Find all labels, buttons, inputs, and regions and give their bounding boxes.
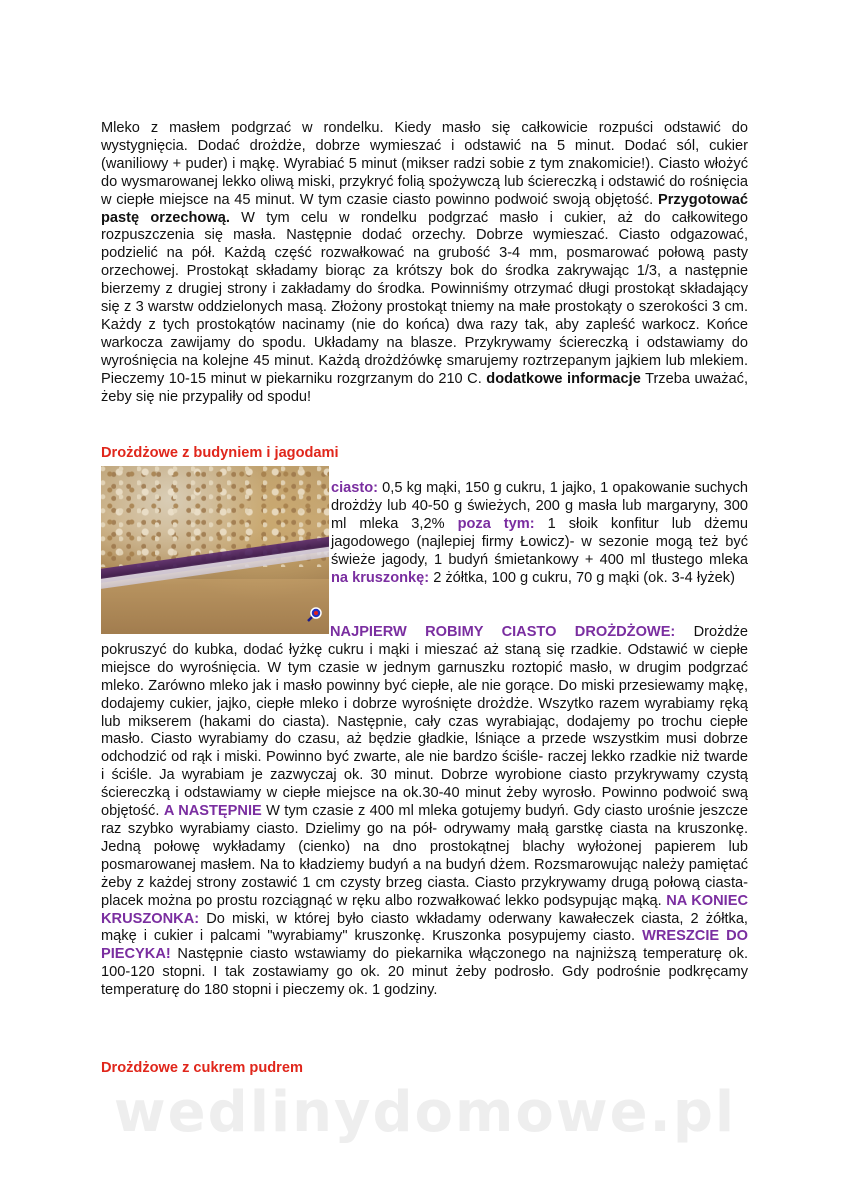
ingredients-text-ciasto: 0,5 kg mąki, 150 g cukru, 1 jajko, 1 opakowanie suchych drożdży lub 40-50 g świeżych, 200 g masła lub margaryny, 300 ml mleka 3,2% xyxy=(331,480,748,532)
intro-text xyxy=(101,120,748,407)
method-text-1: Drożdże pokruszyć do kubka, dodać łyżkę cukru i mąki i mieszać aż staną się rzadkie. Odstawić w ciepłe miejsce do wyrośnięcia. W tym czasie w jednym garnuszku roztopić masło, w drugim podgrzać mleko. Zarówno mleko jak i masło powinny być ciepłe, ale nie gorące. Do miski przesiewamy mąkę, dodajemy cukier, jajko, ciepłe mleko i dobrze wyrośnięte drożdże. Wszytko razem wyrabiamy ręką lub mikserem (hakami do ciasta). Następnie, cały czas wyrabiając, dodajemy po trochu ciepłe masło. Ciasto wyrabiamy do czasu, aż będzie gładkie, lśniące a przede wszystkim musi dobrze odchodzić od rąk i miski. Powinno być zwarte, ale nie bardzo ściśle- raczej lekko rzadkie niż twarde i ściśle. Ja wyrabiam je zazwyczaj ok. 30 minut. Dobrze wyrobione ciasto przykrywamy czystą ściereczką i odstawiamy w ciepłe miejsce na ok.30-40 minut żeby wyrosło. Powinno podwoić swą objętość. xyxy=(101,624,748,820)
method-heading-nastepnie: A NASTĘPNIE xyxy=(163,803,262,820)
ingredients-text-kruszonka: 2 żółtka, 100 g cukru, 70 g mąki (ok. 3-4 łyżek) xyxy=(429,569,735,586)
ingredients-block xyxy=(331,480,748,587)
method-text-4: Następnie ciasto wstawiamy do piekarnika włączonego na najniższą temperaturę ok. 100-120 stopni. I tak zostawiamy go ok. 20 minut żeby podrosło. Gdy podrośnie podkręcamy temperaturę do 180 stopni i pieczemy ok. 1 godziny. xyxy=(101,946,748,999)
ingredients-label-ciasto: ciasto: xyxy=(331,480,379,496)
method-block xyxy=(101,624,748,1000)
method-text-3: Do miski, w której było ciasto wkładamy oderwany kawałeczek ciasta, 2 żółtka, mąkę i cukier i palcami "wyrabiamy" kruszonkę. Kruszonka posypujemy ciasto. xyxy=(101,910,748,945)
intro-text-2: W tym celu w rondelku podgrzać masło i cukier, aż do całkowitego rozpuszczenia się masła. Następnie dodać orzechy. Dobrze wymieszać. Ciasto odgazować, podzielić na pół. Każdą część rozwałkować na grubość 3-4 mm, posmarować połową pasty orzechowej. Prostokąt składamy biorąc za krótszy bok do środka zakrywając 1/3, a następnie bierzemy z drugiej strony i zakładamy do środka. Powinniśmy otrzymać długi prostokąt składający się z 3 warstw oddzielonych masą. Złożony prostokąt tniemy na małe prostokąty o szerokości 3 cm. Każdy z tych prostokątów nacinamy (nie do końca) dwa razy tak, aby zapleść warkocz. Końce warkocza zawijamy do spodu. Układamy na blasze. Przykrywamy ściereczką i odstawiamy do wyrośnięcia na kolejne 45 minut. Każdą drożdżówkę smarujemy roztrzepanym jajkiem lub mlekiem. Pieczemy 10-15 minut w piekarniku rozgrzanym do 210 C. xyxy=(101,209,748,387)
intro-text-3: Trzeba uważać, żeby się nie przypaliły od spodu! xyxy=(101,370,748,405)
section-heading-cukier-puder: Drożdżowe z cukrem pudrem xyxy=(101,1060,303,1076)
method-heading-koniec: NA KONIEC KRUSZONKA: xyxy=(101,892,748,927)
intro-bold-info: dodatkowe informacje xyxy=(486,370,641,387)
magnifier-cursor-icon xyxy=(307,606,323,622)
ingredients-label-kruszonka: na kruszonkę: xyxy=(331,569,430,586)
recipe-photo xyxy=(101,466,329,634)
ingredients-text-poza: 1 słoik konfitur lub dżemu jagodowego (najlepiej firmy Łowicz)- w sezonie mogą też być świeże jagody, 1 budyń śmietankowy + 400 ml tłustego mleka xyxy=(331,515,748,568)
method-text-2: W tym czasie z 400 ml mleka gotujemy budyń. Gdy ciasto urośnie jeszcze raz szybko wyrabiamy ciasto. Dzielimy go na pół- odrywamy małą garstkę ciasta na kruszonkę. Jedną połowę wykładamy (cienko) na dno prostokątnej blachy wyłożonej papierem lub posmarowanej masłem. Na to kładziemy budyń a na budyń dżem. Rozsmarowując należy pamiętać żeby z każdej strony zostawić 1 cm czysty brzeg ciasta. Ciasto przykrywamy drugą połową ciasta- placek można po prostu rozciągnąć w ręku albo rozwałkować lekko podsypując mąką. xyxy=(101,803,748,909)
method-heading-najpierw: NAJPIERW ROBIMY CIASTO DROŻDŻOWE: xyxy=(330,624,676,640)
watermark: wedlinydomowe.pl xyxy=(113,1080,737,1145)
ingredients-label-poza: poza tym: xyxy=(457,515,535,532)
method-text xyxy=(101,624,748,1000)
section-heading-budyn: Drożdżowe z budyniem i jagodami xyxy=(101,445,339,461)
method-heading-piecyka: WRESZCIE DO PIECYKA! xyxy=(101,928,748,963)
ingredients-text xyxy=(331,480,748,587)
intro-bold-paste: Przygotować pastę orzechową. xyxy=(101,191,748,226)
intro-text-1: Mleko z masłem podgrzać w rondelku. Kiedy masło się całkowicie rozpuści odstawić do wystygnięcia. Dodać drożdże, dobrze wymieszać i odstawić na 5 minut. Dodać sól, cukier (waniliowy + puder) i mąkę. Wyrabiać 5 minut (mikser radzi sobie z tym znakomicie!). Ciasto włożyć do wysmarowanej lekko oliwą miski, przykryć folią spożywczą lub ściereczką i odstawić do rośnięcia w ciepłe miejsce na 45 minut. W tym czasie ciasto powinno podwoić swoją objętość. xyxy=(101,120,748,208)
intro-paragraph xyxy=(101,120,748,407)
